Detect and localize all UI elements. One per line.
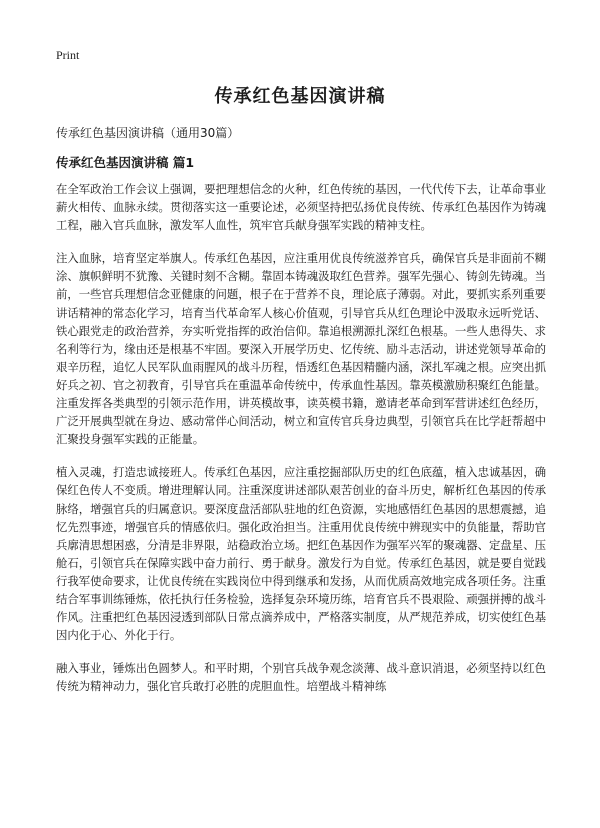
section-heading: 传承红色基因演讲稿 篇1 <box>56 155 195 170</box>
page-title: 传承红色基因演讲稿 <box>214 86 386 107</box>
document-subtitle: 传承红色基因演讲稿（通用30篇） <box>56 126 240 140</box>
print-link[interactable]: Print <box>56 48 80 62</box>
paragraph-4: 融入事业，锤炼出色圆梦人。和平时期，个别官兵战争观念淡薄、战斗意识消退，必须坚持以红色传统为精神动力，强化官兵敢打必胜的虎胆血性。培塑战斗精神练 <box>56 661 546 694</box>
paragraph-3: 植入灵魂，打造忠诚接班人。传承红色基因，应注重挖掘部队历史的红色底蕴，植入忠诚基因，确保红色传人不变质。增进理解认同。注重深度讲述部队艰苦创业的奋斗历史，解析红色基因的传承脉络，增强官兵的归属意识。要深度盘活部队驻地的红色资源，实地感悟红色基因的思想震撼，追忆先烈事迹，增强官兵的情感依归。强化政治担当。注重用优良传统中辨现实中的负能量，帮助官兵廓清思想困惑，分清是非界限，站稳政治立场。把红色基因作为强军兴军的聚魂器、定盘星、压舱石，引领官兵在保障实践中奋力前行、勇于献身。激发行为自觉。传承红色基因，就是要自觉践行我军使命要求，让优良传统在实践岗位中得到继承和发扬，从而优质高效地完成各项任务。注重结合军事训练锤炼，依托执行任务检验，选择复杂环境历练，培育官兵不畏艰险、顽强拼搏的战斗作风。注重把红色基因浸透到部队日常点滴养成中，严格落实制度，从严规范养成，切实使红色基因内化于心、外化于行。 <box>56 465 546 643</box>
paragraph-2: 注入血脉，培育坚定举旗人。传承红色基因，应注重用优良传统滋养官兵，确保官兵是非面前不糊涂、旗帜鲜明不犹豫、关键时刻不含糊。靠固本铸魂汲取红色营养。强军先强心、铸剑先铸魂。当前，一些官兵理想信念亚健康的问题，根子在于营养不良，理论底子薄弱。对此，要抓实系列重要讲话精神的常态化学习，培育当代革命军人核心价值观，引导官兵从红色理论中汲取永远听党话、铁心跟党走的政治营养，夯实听党指挥的政治信仰。靠追根溯源扎深红色根基。一些人患得失、求名利等行为，缘由还是根基不牢固。要深入开展学历史、忆传统、励斗志活动，讲述党领导革命的艰辛历程，追忆人民军队血雨腥风的战斗历程，悟透红色基因精髓内涵，深扎军魂之根。应突出抓好兵之初、官之初教育，引导官兵在重温革命传统中，传承血性基因。靠英模激励积聚红色能量。注重发挥各类典型的引领示范作用，讲英模故事，读英模书籍，邀请老革命到军营讲述红色经历，广泛开展典型就在身边、感动常伴心间活动，树立和宣传官兵身边典型，引领官兵在比学赶帮超中汇聚投身强军实践的正能量。 <box>56 251 546 447</box>
paragraph-1: 在全军政治工作会议上强调，要把理想信念的火种，红色传统的基因，一代代传下去，让革命事业薪火相传、血脉永续。贯彻落实这一重要论述，必须坚持把弘扬优良传统、传承红色基因作为铸魂工程，融入官兵血脉，激发军人血性，筑牢官兵献身强军实践的精神支柱。 <box>56 182 546 233</box>
article-body <box>56 180 546 710</box>
